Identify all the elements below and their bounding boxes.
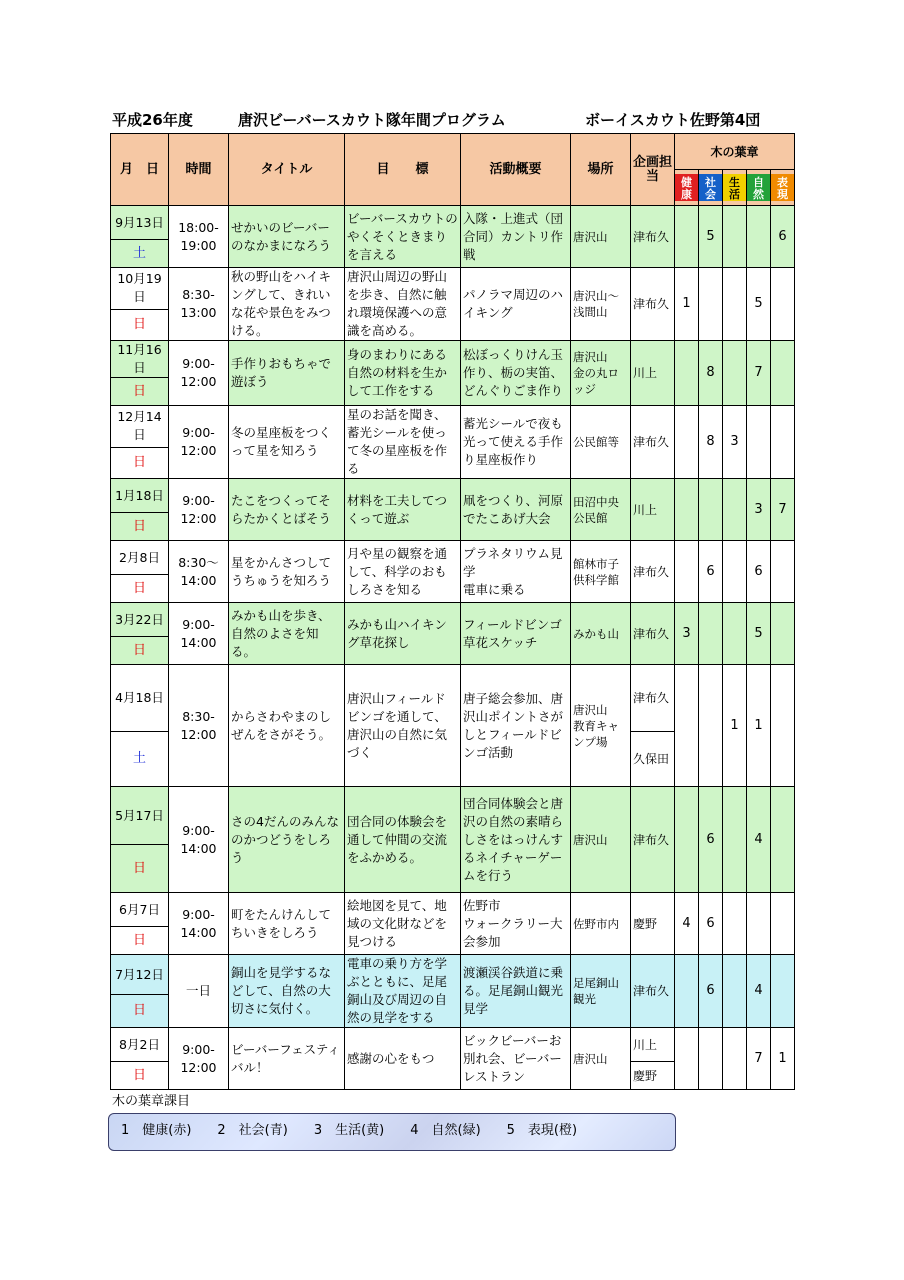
row-activity: 渡瀬渓谷鉄道に乗る。足尾銅山観光見学 <box>461 955 571 1028</box>
row-badge-score: 6 <box>699 787 723 893</box>
row-planner: 津布久 <box>631 268 675 341</box>
row-activity: 蓄光シールで夜も光って使える手作り星座板作り <box>461 406 571 479</box>
row-badge-score <box>675 206 699 268</box>
row-badge-score: 1 <box>771 1028 795 1090</box>
row-badge-score: 5 <box>747 603 771 665</box>
row-time: 一日 <box>169 955 229 1028</box>
row-badge-score <box>723 1028 747 1090</box>
row-activity: フィールドビンゴ 草花スケッチ <box>461 603 571 665</box>
row-place: 唐沢山 <box>571 206 631 268</box>
table-row <box>111 541 795 575</box>
page-title <box>112 108 802 132</box>
row-goal: 材料を工夫してつくって遊ぶ <box>345 479 461 541</box>
row-weekday: 日 <box>111 637 169 665</box>
row-place: 唐沢山 <box>571 787 631 893</box>
row-goal: 団合同の体験会を通して仲間の交流をふかめる。 <box>345 787 461 893</box>
program-table <box>110 133 795 1090</box>
col-title: タイトル <box>229 134 345 206</box>
row-time: 9:00- 12:00 <box>169 406 229 479</box>
row-place: 館林市子供科学館 <box>571 541 631 603</box>
row-time: 9:00- 12:00 <box>169 1028 229 1090</box>
row-title: みかも山を歩き、自然のよさを知る。 <box>229 603 345 665</box>
row-activity: 松ぼっくりけん玉作り、栃の実笛、どんぐりごま作り <box>461 341 571 406</box>
row-badge-score: 1 <box>723 665 747 787</box>
row-time: 9:00- 12:00 <box>169 341 229 406</box>
row-weekday: 日 <box>111 575 169 603</box>
row-activity: 唐子総会参加、唐沢山ポイントさがしとフィールドビンゴ活動 <box>461 665 571 787</box>
row-badge-score <box>675 1028 699 1090</box>
row-badge-score <box>699 665 723 787</box>
table-row <box>111 1028 795 1062</box>
row-badge-score <box>699 479 723 541</box>
row-place: 佐野市内 <box>571 893 631 955</box>
legend-title: 木の葉章課目 <box>112 1094 191 1109</box>
row-badge-score: 6 <box>747 541 771 603</box>
row-badge-score <box>771 406 795 479</box>
row-title: 冬の星座板をつくって星を知ろう <box>229 406 345 479</box>
badge-society: 社 会 <box>699 174 722 201</box>
row-badge-score: 4 <box>675 893 699 955</box>
badge-life: 生 活 <box>723 174 746 201</box>
row-planner: 津布久 <box>631 665 675 732</box>
row-goal: 唐沢山フィールドビンゴを通して、唐沢山の自然に気づく <box>345 665 461 787</box>
row-badge-score <box>675 341 699 406</box>
row-time: 8:30- 13:00 <box>169 268 229 341</box>
row-planner: 津布久 <box>631 955 675 1028</box>
row-badge-score <box>771 268 795 341</box>
badge-health: 健 康 <box>675 174 698 201</box>
row-badge-score: 3 <box>747 479 771 541</box>
col-date: 月 日 <box>111 134 169 206</box>
table-row <box>111 665 795 732</box>
col-activity: 活動概要 <box>461 134 571 206</box>
row-date: 11月16日 <box>111 341 169 378</box>
row-badge-score <box>723 541 747 603</box>
row-badge-score <box>771 541 795 603</box>
row-time: 9:00- 12:00 <box>169 479 229 541</box>
row-badge-score <box>675 541 699 603</box>
row-goal: 月や星の観察を通して、科学のおもしろさを知る <box>345 541 461 603</box>
row-badge-score <box>723 893 747 955</box>
row-badge-score: 1 <box>675 268 699 341</box>
row-badge-score <box>675 787 699 893</box>
row-date: 9月13日 <box>111 206 169 240</box>
col-time: 時間 <box>169 134 229 206</box>
row-date: 12月14日 <box>111 406 169 448</box>
row-planner: 津布久 <box>631 541 675 603</box>
row-goal: 感謝の心をもつ <box>345 1028 461 1090</box>
row-badge-score <box>675 406 699 479</box>
row-place: 唐沢山 <box>571 1028 631 1090</box>
row-title: からさわやまのしぜんをさがそう。 <box>229 665 345 787</box>
row-badge-score <box>675 479 699 541</box>
row-date: 2月8日 <box>111 541 169 575</box>
row-planner-2: 慶野 <box>631 1062 675 1090</box>
row-weekday: 日 <box>111 309 169 340</box>
row-place: 田沼中央公民館 <box>571 479 631 541</box>
col-planner: 企画担当 <box>631 134 675 206</box>
row-weekday: 土 <box>111 240 169 268</box>
row-date: 3月22日 <box>111 603 169 637</box>
row-activity: パノラマ周辺のハイキング <box>461 268 571 341</box>
row-badge-score: 3 <box>675 603 699 665</box>
row-weekday: 日 <box>111 927 169 955</box>
row-date: 8月2日 <box>111 1028 169 1062</box>
row-title: さの4だんのみんなのかつどうをしろう <box>229 787 345 893</box>
row-time: 8:30- 12:00 <box>169 665 229 787</box>
row-badge-score: 4 <box>747 955 771 1028</box>
row-badge-score: 6 <box>771 206 795 268</box>
header-row <box>111 134 795 170</box>
row-date: 1月18日 <box>111 479 169 513</box>
row-planner: 津布久 <box>631 406 675 479</box>
badge-expression: 表 現 <box>771 174 794 201</box>
row-place: 公民館等 <box>571 406 631 479</box>
table-row <box>111 955 795 995</box>
row-planner: 津布久 <box>631 787 675 893</box>
row-goal: みかも山ハイキング草花探し <box>345 603 461 665</box>
row-badge-score <box>771 787 795 893</box>
row-planner: 川上 <box>631 341 675 406</box>
row-title: 町をたんけんしてちいきをしろう <box>229 893 345 955</box>
row-date: 7月12日 <box>111 955 169 995</box>
row-goal: 絵地図を見て、地域の文化財などを見つける <box>345 893 461 955</box>
row-badge-score: 5 <box>699 206 723 268</box>
row-badge-score: 6 <box>699 893 723 955</box>
row-badge-score <box>675 665 699 787</box>
row-badge-score: 6 <box>699 955 723 1028</box>
row-weekday: 日 <box>111 513 169 541</box>
row-title: 秋の野山をハイキングして、きれいな花や景色をみつける。 <box>229 268 345 341</box>
row-badge-score <box>747 206 771 268</box>
row-badge-score <box>675 955 699 1028</box>
row-weekday: 日 <box>111 1062 169 1090</box>
table-row <box>111 603 795 637</box>
row-weekday: 日 <box>111 447 169 478</box>
row-weekday: 日 <box>111 378 169 406</box>
row-time: 9:00- 14:00 <box>169 893 229 955</box>
row-weekday: 日 <box>111 995 169 1028</box>
row-badge-score: 7 <box>747 341 771 406</box>
row-date: 5月17日 <box>111 787 169 845</box>
row-badge-score <box>747 406 771 479</box>
row-planner: 津布久 <box>631 603 675 665</box>
row-activity: プラネタリウム見学 電車に乗る <box>461 541 571 603</box>
row-badge-score: 6 <box>699 541 723 603</box>
row-planner: 川上 <box>631 1028 675 1062</box>
row-badge-score: 7 <box>747 1028 771 1090</box>
organization-name: ボーイスカウト佐野第4団 <box>585 111 761 129</box>
row-title: せかいのビーバーのなかまになろう <box>229 206 345 268</box>
row-title: 星をかんさつしてうちゅうを知ろう <box>229 541 345 603</box>
row-place: みかも山 <box>571 603 631 665</box>
fiscal-year: 平成26年度 <box>112 111 193 129</box>
row-goal: 唐沢山周辺の野山を歩き、自然に触れ環境保護への意識を高める。 <box>345 268 461 341</box>
row-goal: 電車の乗り方を学ぶとともに、足尾銅山及び周辺の自然の見学をする <box>345 955 461 1028</box>
row-badge-score <box>723 955 747 1028</box>
row-place: 唐沢山～浅間山 <box>571 268 631 341</box>
row-badge-score <box>723 787 747 893</box>
row-title: たこをつくってそらたかくとばそう <box>229 479 345 541</box>
row-badge-score <box>723 479 747 541</box>
row-goal: 身のまわりにある自然の材料を生かして工作をする <box>345 341 461 406</box>
row-badge-score: 3 <box>723 406 747 479</box>
row-time: 9:00- 14:00 <box>169 603 229 665</box>
row-badge-score <box>723 268 747 341</box>
row-badge-score <box>699 603 723 665</box>
table-row <box>111 479 795 513</box>
row-place: 唐沢山 金の丸ロッジ <box>571 341 631 406</box>
row-badge-score <box>723 206 747 268</box>
row-activity: 入隊・上進式（団合同）カントリ作戦 <box>461 206 571 268</box>
row-badge-score <box>699 268 723 341</box>
row-planner: 川上 <box>631 479 675 541</box>
table-row <box>111 406 795 448</box>
row-activity: 佐野市 ウォークラリー大会参加 <box>461 893 571 955</box>
row-badge-score <box>771 603 795 665</box>
col-badge-group: 木の葉章 <box>675 134 795 170</box>
legend-box: 1 健康(赤) 2 社会(青) 3 生活(黄) 4 自然(緑) 5 表現(橙) <box>108 1113 676 1151</box>
row-place: 足尾銅山観光 <box>571 955 631 1028</box>
badge-nature: 自 然 <box>747 174 770 201</box>
row-badge-score <box>723 341 747 406</box>
row-planner: 慶野 <box>631 893 675 955</box>
row-planner-2: 久保田 <box>631 732 675 787</box>
row-weekday: 土 <box>111 732 169 787</box>
row-time: 18:00- 19:00 <box>169 206 229 268</box>
row-goal: ビーバースカウトのやくそくときまりを言える <box>345 206 461 268</box>
row-badge-score <box>771 955 795 1028</box>
row-weekday: 日 <box>111 845 169 893</box>
row-badge-score <box>771 665 795 787</box>
row-badge-score <box>771 893 795 955</box>
row-badge-score: 7 <box>771 479 795 541</box>
row-time: 8:30～ 14:00 <box>169 541 229 603</box>
table-row <box>111 787 795 845</box>
row-date: 10月19日 <box>111 268 169 310</box>
row-title: 銅山を見学するなどして、自然の大切さに気付く。 <box>229 955 345 1028</box>
table-row <box>111 893 795 927</box>
row-title: ビーバーフェスティバル！ <box>229 1028 345 1090</box>
row-badge-score <box>699 1028 723 1090</box>
row-activity: 凧をつくり、河原でたこあげ大会 <box>461 479 571 541</box>
row-activity: 団合同体験会と唐沢の自然の素晴らしさをはっけんするネイチャーゲームを行う <box>461 787 571 893</box>
row-title: 手作りおもちゃで遊ぼう <box>229 341 345 406</box>
table-row <box>111 206 795 240</box>
row-badge-score: 8 <box>699 406 723 479</box>
row-time: 9:00- 14:00 <box>169 787 229 893</box>
col-goal: 目 標 <box>345 134 461 206</box>
row-badge-score <box>723 603 747 665</box>
table-row <box>111 341 795 378</box>
program-title: 唐沢ビーバースカウト隊年間プログラム <box>238 111 506 129</box>
row-date: 6月7日 <box>111 893 169 927</box>
row-badge-score: 5 <box>747 268 771 341</box>
row-date: 4月18日 <box>111 665 169 732</box>
row-place: 唐沢山 教育キャンプ場 <box>571 665 631 787</box>
row-badge-score <box>771 341 795 406</box>
row-planner: 津布久 <box>631 206 675 268</box>
row-badge-score: 1 <box>747 665 771 787</box>
row-badge-score: 8 <box>699 341 723 406</box>
col-place: 場所 <box>571 134 631 206</box>
row-badge-score: 4 <box>747 787 771 893</box>
row-badge-score <box>747 893 771 955</box>
row-activity: ビックビーバーお別れ会、ビーバーレストラン <box>461 1028 571 1090</box>
table-row <box>111 268 795 310</box>
row-goal: 星のお話を聞き、蓄光シールを使って冬の星座板を作る <box>345 406 461 479</box>
